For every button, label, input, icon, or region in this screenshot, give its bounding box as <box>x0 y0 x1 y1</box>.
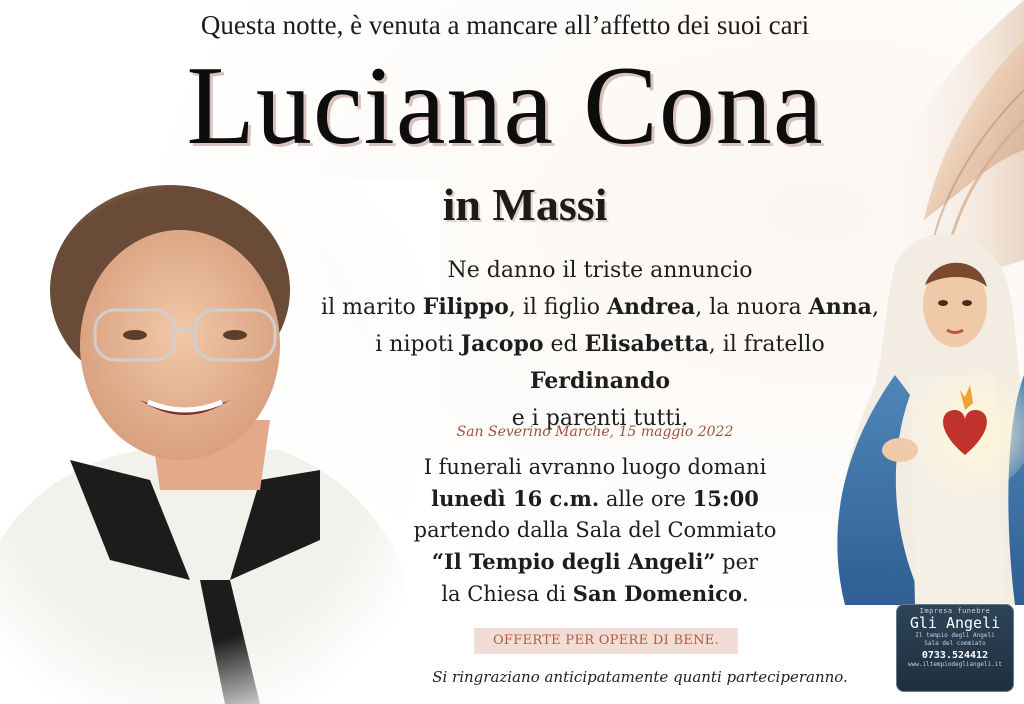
church-name: San Domenico <box>572 581 742 606</box>
text: per <box>715 550 759 574</box>
funeral-line-5 <box>380 578 810 610</box>
announcement <box>310 252 890 437</box>
announcement-line-3 <box>310 326 890 400</box>
funeral-time: 15:00 <box>692 486 759 511</box>
text: la Chiesa di <box>441 582 573 606</box>
text: alle ore <box>599 487 693 511</box>
son-name: Andrea <box>606 294 696 320</box>
sacred-heart-mary-image <box>815 225 1024 605</box>
place-date: San Severino Marche, 15 maggio 2022 <box>456 424 734 440</box>
text: . <box>741 582 749 606</box>
funeral-info <box>380 452 810 610</box>
text: il marito <box>321 295 423 320</box>
funeral-line-1: I funerali avranno luogo domani <box>423 455 767 479</box>
funeral-home-sub2: Sala del commiato <box>924 640 986 647</box>
offerings-banner: OFFERTE PER OPERE DI BENE. <box>474 628 738 654</box>
deceased-name: Luciana Cona <box>186 44 824 168</box>
husband-name: Filippo <box>422 294 509 320</box>
funeral-line-3: partendo dalla Sala del Commiato <box>413 518 777 542</box>
thanks-text: Si ringraziano anticipatamente quanti parteciperanno. <box>432 668 848 686</box>
funeral-home-kind: Impresa funebre <box>919 607 991 615</box>
brother-name: Ferdinando <box>529 368 671 394</box>
funeral-line-4 <box>380 546 810 578</box>
funeral-home-name: Gli Angeli <box>909 614 1001 632</box>
text: , il fratello <box>708 332 825 357</box>
funeral-day: lunedì 16 c.m. <box>431 486 600 511</box>
funeral-line-2 <box>380 483 810 515</box>
intro-text: Questa notte, è venuta a mancare all’affetto dei suoi cari <box>200 10 810 40</box>
text: , il figlio <box>508 295 607 320</box>
text: i nipoti <box>375 332 461 357</box>
announcement-line-4: e i parenti tutti. <box>511 406 689 431</box>
funeral-home-phone: 0733.524412 <box>921 650 989 661</box>
funeral-venue: “Il Tempio degli Angeli” <box>431 549 716 574</box>
announcement-line-2 <box>310 289 890 326</box>
grandchild-name: Elisabetta <box>584 331 709 357</box>
text: ed <box>543 332 585 357</box>
funeral-home-badge <box>896 604 1014 692</box>
funeral-home-sub1: Il tempio degli Angeli <box>915 632 995 639</box>
announcement-line-1: Ne danno il triste annuncio <box>447 258 753 283</box>
married-name: in Massi <box>442 179 608 230</box>
daughter-in-law-name: Anna <box>808 294 872 320</box>
text: , <box>871 295 879 320</box>
funeral-home-web: www.iltempiodegliangeli.it <box>908 661 1002 668</box>
text: , la nuora <box>695 295 809 320</box>
grandchild-name: Jacopo <box>460 331 544 357</box>
